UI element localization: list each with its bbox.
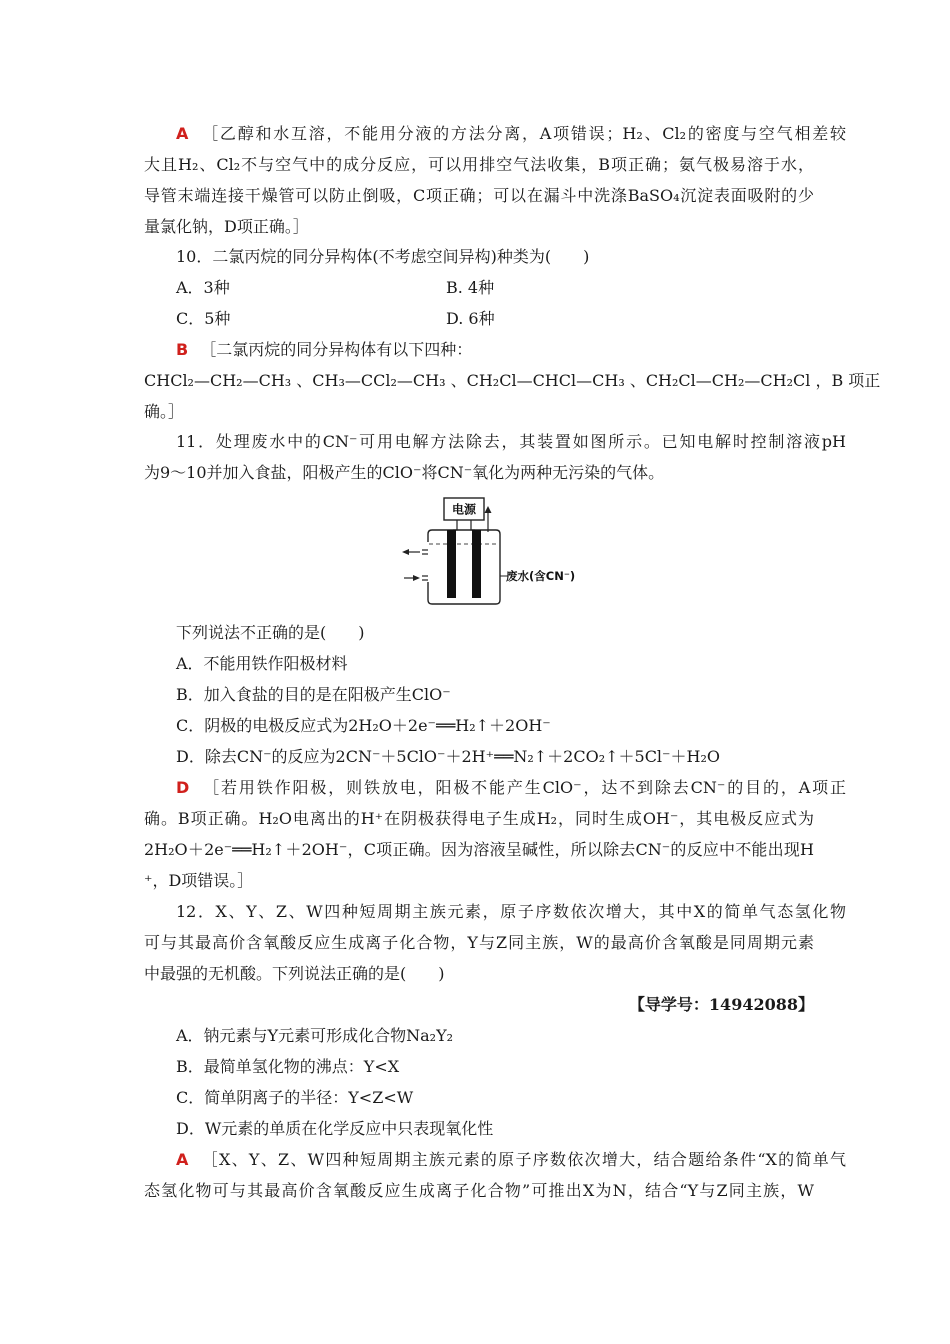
- question-12-option-d: D．W元素的单质在化学反应中只表现氧化性: [176, 1119, 494, 1138]
- answer-10-letter: B: [176, 340, 189, 359]
- answer-11-line-2: 确。B项正确。H₂O电离出的H⁺在阴极获得电子生成H₂，同时生成OH⁻，其电极反应式为: [144, 809, 814, 828]
- answer-9-line-2: 大且H₂、Cl₂不与空气中的成分反应，可以用排空气法收集，B项正确；氨气极易溶于水，: [144, 155, 814, 174]
- cathode-electrode: [472, 530, 481, 598]
- question-10-option-a: A．3种: [176, 278, 230, 297]
- answer-11-line-1: [176, 778, 846, 798]
- answer-10-line-1: [176, 340, 846, 360]
- question-10-option-d: D. 6种: [446, 309, 495, 328]
- question-12-stem-2: 可与其最高价含氧酸反应生成离子化合物，Y与Z同主族，W的最高价含氧酸是同周期元素: [144, 933, 814, 952]
- question-10-options-row-1: [176, 278, 846, 298]
- question-11-option-b: B．加入食盐的目的是在阳极产生ClO⁻: [176, 685, 451, 704]
- question-11-stem-2: 为9～10并加入食盐，阳极产生的ClO⁻将CN⁻氧化为两种无污染的气体。: [144, 463, 665, 482]
- answer-9-line-4: 量氯化钠，D项正确。］: [144, 217, 309, 236]
- question-10-options-row-2: [176, 309, 846, 329]
- answer-10-line-3: 确。］: [144, 402, 185, 421]
- guide-number: 【导学号：14942088】: [628, 995, 814, 1014]
- question-12-option-b: B．最简单氢化物的沸点：Y<X: [176, 1057, 400, 1076]
- answer-12-text-1: ［X、Y、Z、W四种短周期主族元素的原子序数依次增大，结合题给条件“X的简单气: [200, 1150, 846, 1169]
- answer-9-line-3: 导管末端连接干燥管可以防止倒吸，C项正确；可以在漏斗中洗涤BaSO₄沉淀表面吸附的少: [144, 186, 814, 205]
- answer-10-line-2: CHCl₂—CH₂—CH₃ 、CH₃—CCl₂—CH₃ 、CH₂Cl—CHCl—CH₃ 、CH₂Cl—CH₂—CH₂Cl ，B 项正: [144, 371, 881, 390]
- answer-11-line-4: ⁺，D项错误。］: [144, 871, 254, 890]
- anode-wire: [453, 520, 457, 530]
- question-11-option-d: D．除去CN⁻的反应为2CN⁻＋5ClO⁻＋2H⁺══N₂↑＋2CO₂↑＋5Cl⁻＋H₂O: [176, 747, 720, 766]
- power-source-label: 电源: [451, 502, 477, 517]
- question-11-prompt: 下列说法不正确的是( ): [176, 623, 365, 642]
- answer-12-line-1: [176, 1150, 846, 1170]
- answer-11-letter: D: [176, 778, 190, 797]
- question-10-option-c: C．5种: [176, 309, 231, 328]
- electrolytic-cell-vessel: [428, 530, 500, 604]
- question-11-stem-1: 11．处理废水中的CN⁻可用电解方法除去，其装置如图所示。已知电解时控制溶液pH: [176, 432, 846, 451]
- anode-electrode: [447, 530, 456, 598]
- answer-10-text-1: ［二氯丙烷的同分异构体有以下四种：: [200, 340, 473, 359]
- question-10-option-b: B. 4种: [446, 278, 495, 297]
- outflow-arrow-icon: [402, 549, 409, 555]
- question-12-stem-3: 中最强的无机酸。下列说法正确的是( ): [144, 964, 445, 983]
- question-10-stem: 10．二氯丙烷的同分异构体(不考虑空间异构)种类为( ): [176, 247, 590, 266]
- answer-12-letter: A: [176, 1150, 189, 1169]
- answer-11-line-3: 2H₂O＋2e⁻══H₂↑＋2OH⁻，C项正确。因为溶液呈碱性，所以除去CN⁻的反应中不能出现H: [144, 840, 814, 859]
- question-11-option-c: C．阴极的电极反应式为2H₂O＋2e⁻══H₂↑＋2OH⁻: [176, 716, 551, 735]
- electrolysis-apparatus-figure: [402, 494, 576, 612]
- gas-outlet-arrow-icon: [485, 506, 492, 513]
- answer-9-text-1: ［乙醇和水互溶，不能用分液的方法分离，A项错误；H₂、Cl₂的密度与空气相差较: [200, 124, 846, 143]
- question-11-option-a: A．不能用铁作阳极材料: [176, 654, 348, 673]
- question-12-option-c: C．简单阴离子的半径：Y<Z<W: [176, 1088, 414, 1107]
- question-12-option-a: A．钠元素与Y元素可形成化合物Na₂Y₂: [176, 1026, 454, 1045]
- wastewater-label: 废水(含CN⁻): [506, 569, 576, 583]
- cathode-wire: [471, 520, 475, 530]
- inflow-arrow-icon: [413, 575, 420, 581]
- answer-9-letter: A: [176, 124, 189, 143]
- question-12-stem-1: 12．X、Y、Z、W四种短周期主族元素，原子序数依次增大，其中X的简单气态氢化物: [176, 902, 846, 921]
- answer-11-text-1: ［若用铁作阳极，则铁放电，阳极不能产生ClO⁻，达不到除去CN⁻的目的，A项正: [201, 778, 846, 797]
- answer-12-line-2: 态氢化物可与其最高价含氧酸反应生成离子化合物”可推出X为N，结合“Y与Z同主族，W: [144, 1181, 814, 1200]
- answer-9-line-1: [176, 124, 846, 144]
